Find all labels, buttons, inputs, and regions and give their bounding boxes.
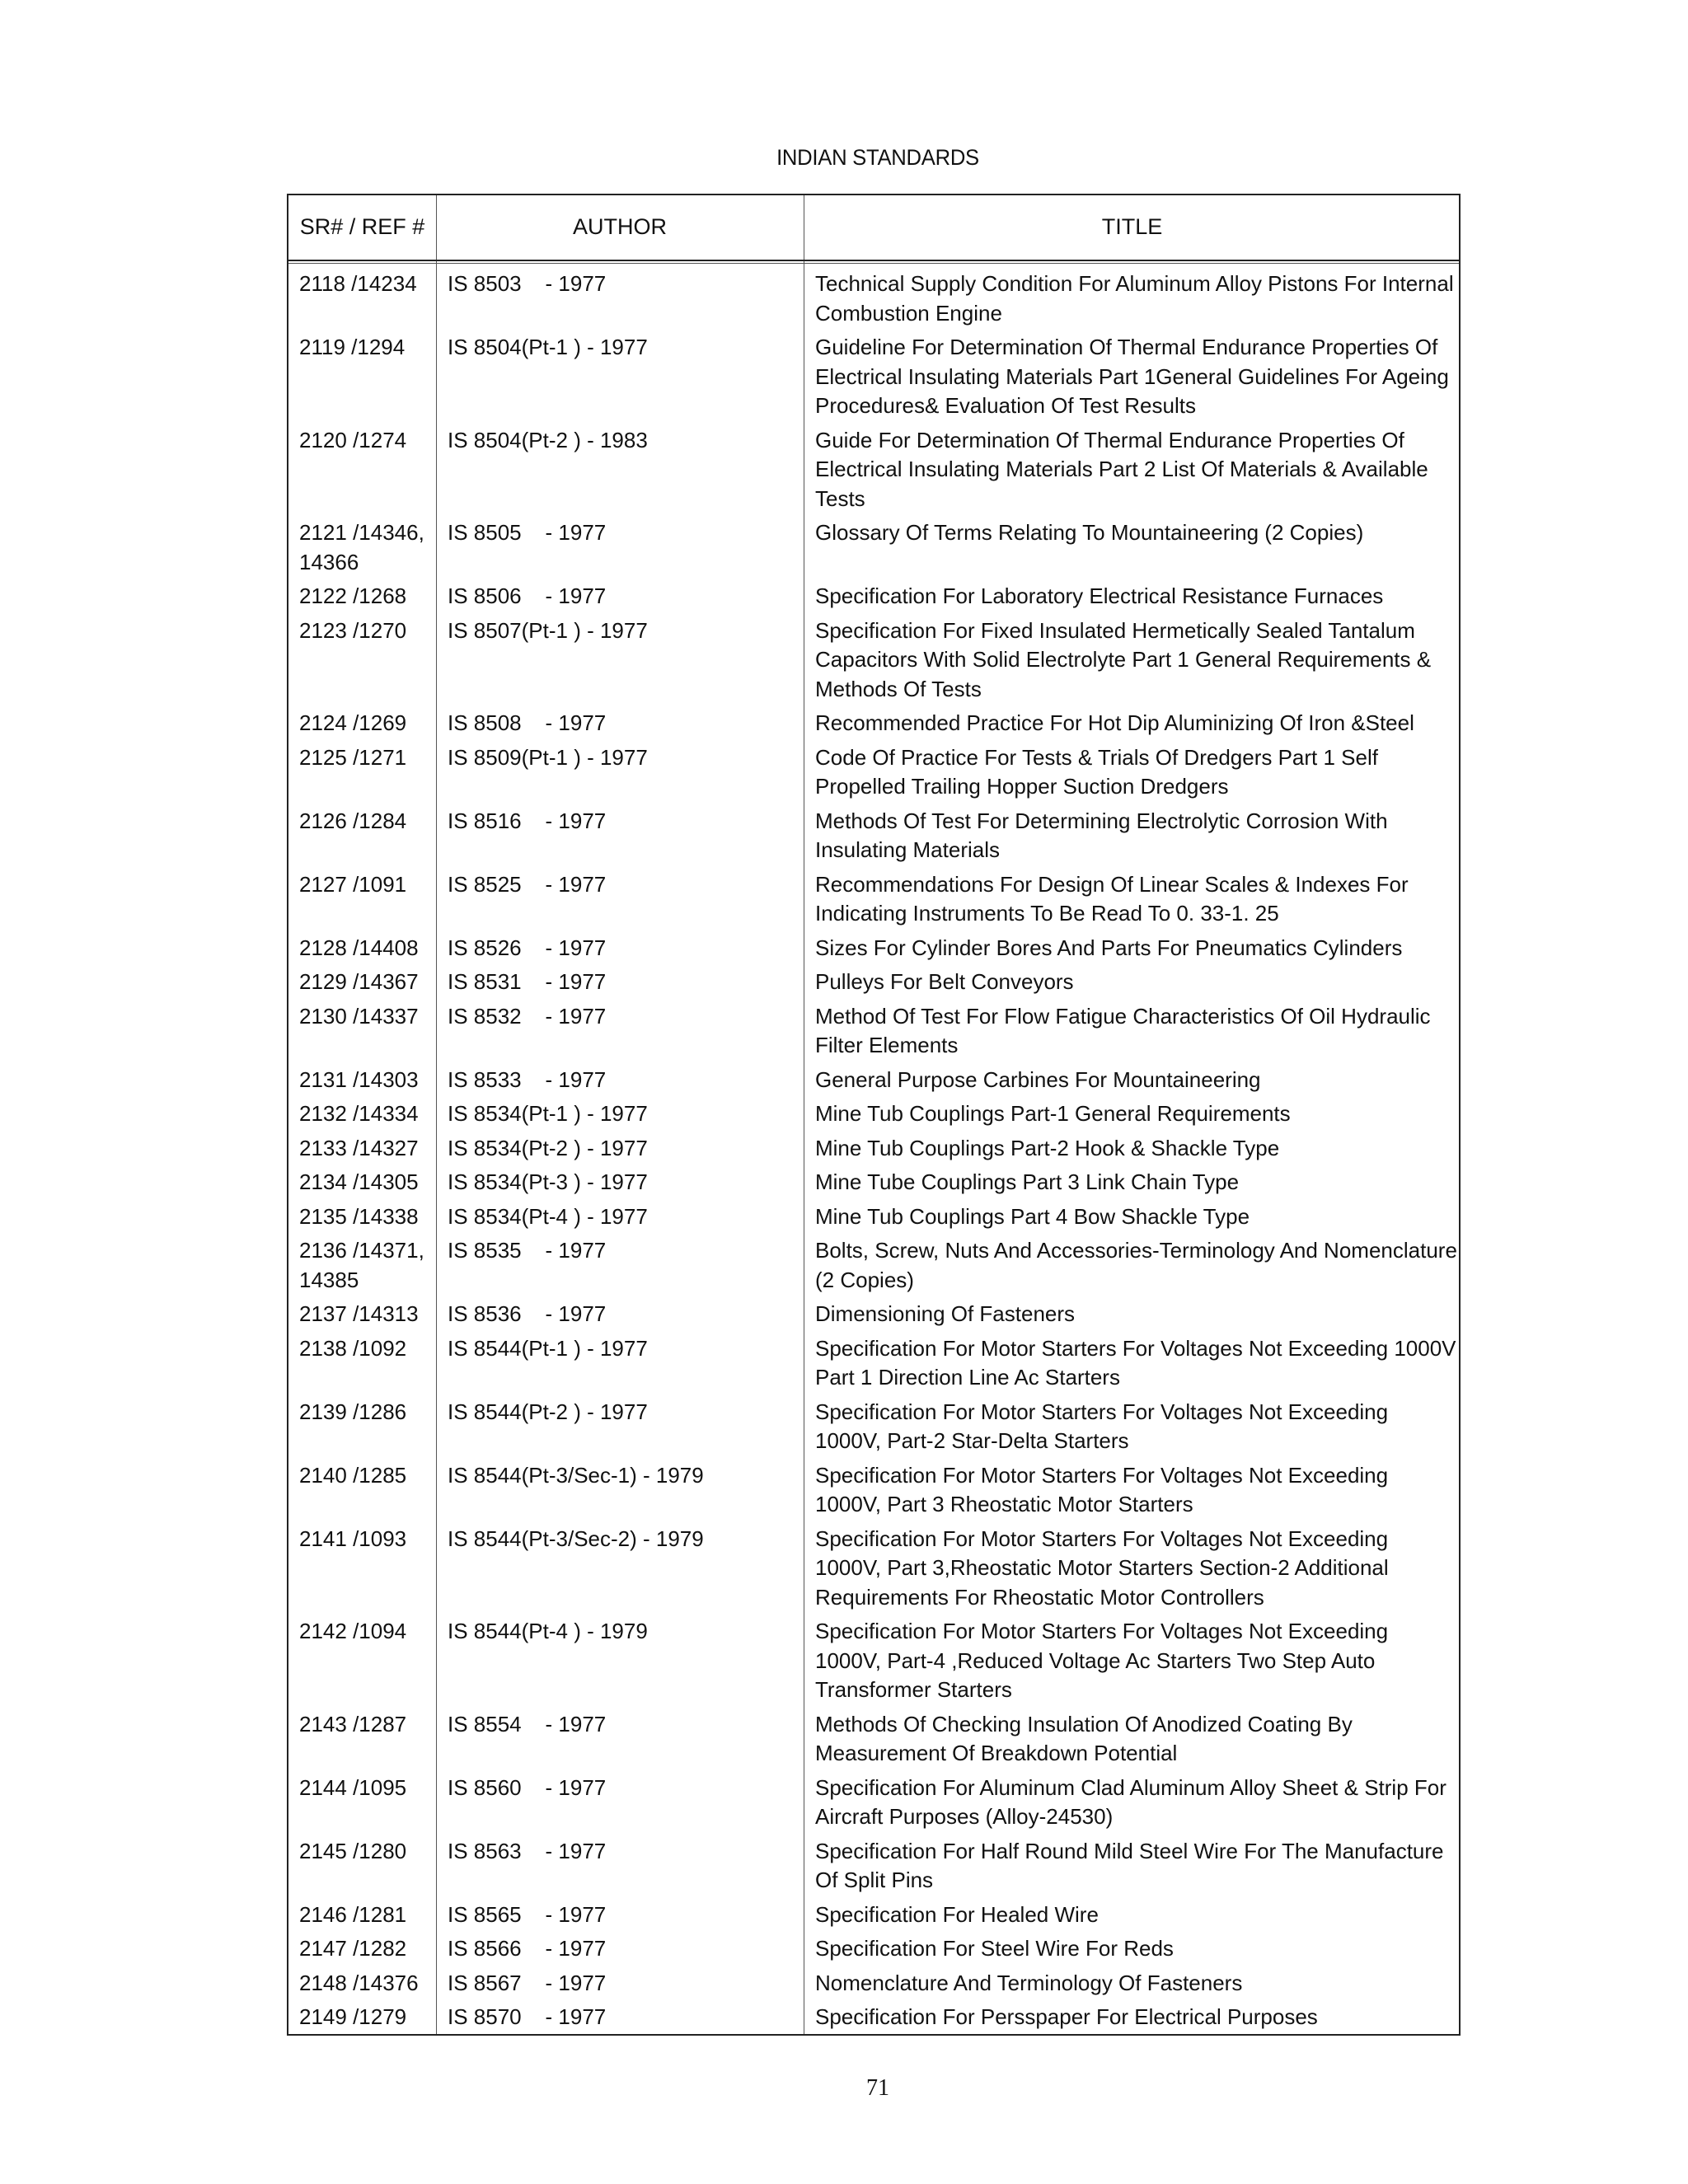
title-cell: Methods Of Test For Determining Electrolytic Corrosion With Insulating Materials <box>815 808 1388 862</box>
author-cell: IS 8544(Pt-1 ) - 1977 <box>448 1335 648 1361</box>
author-cell: IS 8507(Pt-1 ) - 1977 <box>448 617 648 643</box>
table-row <box>288 968 1459 997</box>
title-cell: Methods Of Checking Insulation Of Anodized Coating By Measurement Of Breakdown Potential <box>815 1711 1353 1765</box>
title-cell: Specification For Fixed Insulated Hermetically Sealed Tantalum Capacitors With Solid Electrolyte Part 1 General Requirements & Methods Of Tests <box>815 617 1432 701</box>
author-cell: IS 8531 - 1977 <box>448 969 607 994</box>
author-cell: IS 8560 - 1977 <box>448 1774 607 1800</box>
title-cell: Specification For Motor Starters For Voltages Not Exceeding 1000V, Part 3 Rheostatic Motor Starters <box>815 1462 1389 1516</box>
header-rule <box>288 260 1459 264</box>
ref-cell: 2140 /1285 <box>299 1462 407 1488</box>
author-cell: IS 8563 - 1977 <box>448 1838 607 1863</box>
ref-cell: 2136 /14371, 14385 <box>299 1238 424 1292</box>
page-heading: INDIAN STANDARDS <box>776 145 979 170</box>
table-row <box>288 1398 1459 1456</box>
table-row <box>288 1066 1459 1095</box>
ref-cell: 2148 /14376 <box>299 1970 419 1995</box>
ref-cell: 2143 /1287 <box>299 1711 407 1736</box>
ref-cell: 2128 /14408 <box>299 935 419 960</box>
author-cell: IS 8544(Pt-3/Sec-2) - 1979 <box>448 1526 704 1551</box>
title-cell: Specification For Laboratory Electrical Resistance Furnaces <box>815 583 1384 608</box>
table-row <box>288 1461 1459 1520</box>
title-cell: Glossary Of Terms Relating To Mountaineering (2 Copies) <box>815 520 1364 545</box>
author-cell: IS 8570 - 1977 <box>448 2004 607 2029</box>
author-cell: IS 8534(Pt-3 ) - 1977 <box>448 1169 648 1194</box>
table-row <box>288 1168 1459 1197</box>
table-row <box>288 1300 1459 1329</box>
table-row <box>288 1099 1459 1129</box>
ref-cell: 2120 /1274 <box>299 427 407 452</box>
ref-cell: 2147 /1282 <box>299 1936 407 1961</box>
table-row <box>288 709 1459 738</box>
ref-cell: 2131 /14303 <box>299 1066 419 1092</box>
table-row <box>288 582 1459 612</box>
ref-cell: 2139 /1286 <box>299 1399 407 1424</box>
table-row <box>288 934 1459 963</box>
ref-cell: 2132 /14334 <box>299 1101 419 1126</box>
table-row <box>288 1710 1459 1769</box>
table-row <box>288 1002 1459 1061</box>
table-row <box>288 1774 1459 1832</box>
author-cell: IS 8534(Pt-4 ) - 1977 <box>448 1203 648 1229</box>
title-cell: Bolts, Screw, Nuts And Accessories-Terminology And Nomenclature (2 Copies) <box>815 1238 1457 1292</box>
author-cell: IS 8534(Pt-1 ) - 1977 <box>448 1101 648 1126</box>
title-cell: Sizes For Cylinder Bores And Parts For Pneumatics Cylinders <box>815 935 1403 960</box>
title-cell: Mine Tube Couplings Part 3 Link Chain Type <box>815 1169 1240 1194</box>
ref-cell: 2127 /1091 <box>299 871 407 897</box>
author-cell: IS 8532 - 1977 <box>448 1003 607 1029</box>
page-number: 71 <box>866 2075 889 2101</box>
table-row <box>288 1617 1459 1705</box>
title-cell: Dimensioning Of Fasteners <box>815 1301 1076 1326</box>
author-cell: IS 8544(Pt-4 ) - 1979 <box>448 1619 648 1643</box>
author-cell: IS 8536 - 1977 <box>448 1301 607 1326</box>
ref-cell: 2141 /1093 <box>299 1526 407 1551</box>
table-row <box>288 1334 1459 1393</box>
title-cell: Recommended Practice For Hot Dip Aluminizing Of Iron &Steel <box>815 710 1414 735</box>
table-row <box>288 807 1459 865</box>
title-cell: Specification For Motor Starters For Voltages Not Exceeding 1000V, Part-4 ,Reduced Voltage Ac Starters Two Step Auto Transformer Starters <box>815 1619 1389 1702</box>
author-cell: IS 8504(Pt-1 ) - 1977 <box>448 335 648 359</box>
author-cell: IS 8567 - 1977 <box>448 1970 607 1995</box>
ref-cell: 2135 /14338 <box>299 1203 419 1229</box>
title-cell: Specification For Motor Starters For Voltages Not Exceeding 1000V, Part-2 Star-Delta Starters <box>815 1399 1389 1453</box>
title-cell: Specification For Motor Starters For Voltages Not Exceeding 1000V Part 1 Direction Line Ac Starters <box>815 1335 1456 1390</box>
author-cell: IS 8565 - 1977 <box>448 1901 607 1927</box>
table-row <box>288 2003 1459 2032</box>
table-row <box>288 426 1459 514</box>
title-cell: Mine Tub Couplings Part-2 Hook & Shackle Type <box>815 1135 1280 1160</box>
table-row <box>288 1900 1459 1930</box>
table-row <box>288 1134 1459 1164</box>
title-cell: Specification For Motor Starters For Voltages Not Exceeding 1000V, Part 3,Rheostatic Motor Starters Section-2 Additional Requirements For Rheostatic Motor Controllers <box>815 1526 1389 1610</box>
title-cell: Pulleys For Belt Conveyors <box>815 969 1074 994</box>
ref-cell: 2122 /1268 <box>299 583 407 608</box>
title-cell: Specification For Steel Wire For Reds <box>815 1936 1174 1961</box>
ref-cell: 2130 /14337 <box>299 1003 419 1029</box>
author-cell: IS 8505 - 1977 <box>448 520 607 545</box>
column-header-author: AUTHOR <box>573 214 667 239</box>
ref-cell: 2138 /1092 <box>299 1335 407 1361</box>
table-row <box>288 1525 1459 1613</box>
table-row <box>288 743 1459 802</box>
author-cell: IS 8533 - 1977 <box>448 1066 607 1092</box>
column-header-title: TITLE <box>1101 214 1163 239</box>
ref-cell: 2124 /1269 <box>299 710 407 735</box>
author-cell: IS 8554 - 1977 <box>448 1711 607 1736</box>
table-body <box>288 269 1459 2037</box>
ref-cell: 2119 /1294 <box>299 335 406 359</box>
ref-cell: 2145 /1280 <box>299 1838 407 1863</box>
table-row <box>288 269 1459 328</box>
author-cell: IS 8504(Pt-2 ) - 1983 <box>448 427 648 452</box>
ref-cell: 2134 /14305 <box>299 1169 419 1194</box>
title-cell: Code Of Practice For Tests & Trials Of Dredgers Part 1 Self Propelled Trailing Hopper Suction Dredgers <box>815 744 1378 799</box>
table-row <box>288 870 1459 929</box>
title-cell: Mine Tub Couplings Part 4 Bow Shackle Type <box>815 1203 1250 1229</box>
author-cell: IS 8566 - 1977 <box>448 1936 607 1961</box>
title-cell: Guideline For Determination Of Thermal Endurance Properties Of Electrical Insulating Materials Part 1General Guidelines For Ageing Procedures& Evaluation Of Test Results <box>815 335 1449 418</box>
author-cell: IS 8516 - 1977 <box>448 808 607 833</box>
table-row <box>288 1236 1459 1295</box>
ref-cell: 2144 /1095 <box>299 1774 407 1800</box>
author-cell: IS 8544(Pt-3/Sec-1) - 1979 <box>448 1462 704 1488</box>
author-cell: IS 8509(Pt-1 ) - 1977 <box>448 744 648 770</box>
title-cell: Mine Tub Couplings Part-1 General Requirements <box>815 1101 1291 1126</box>
author-cell: IS 8503 - 1977 <box>448 271 607 296</box>
ref-cell: 2123 /1270 <box>299 617 407 643</box>
ref-cell: 2118 /14234 <box>299 271 417 296</box>
table-row <box>288 616 1459 705</box>
title-cell: Method Of Test For Flow Fatigue Characteristics Of Oil Hydraulic Filter Elements <box>815 1003 1431 1057</box>
column-header-ref: SR# / REF # <box>299 214 425 239</box>
ref-cell: 2121 /14346, 14366 <box>299 520 424 574</box>
title-cell: Guide For Determination Of Thermal Endurance Properties Of Electrical Insulating Materials Part 2 List Of Materials & Available Tests <box>815 427 1428 511</box>
author-cell: IS 8544(Pt-2 ) - 1977 <box>448 1399 648 1424</box>
ref-cell: 2125 /1271 <box>299 744 407 770</box>
ref-cell: 2149 /1279 <box>299 2004 407 2029</box>
author-cell: IS 8535 - 1977 <box>448 1238 607 1263</box>
title-cell: Technical Supply Condition For Aluminum Alloy Pistons For Internal Combustion Engine <box>815 271 1454 326</box>
table-row <box>288 1934 1459 1964</box>
title-cell: Specification For Healed Wire <box>815 1901 1099 1927</box>
ref-cell: 2142 /1094 <box>299 1619 407 1643</box>
ref-cell: 2133 /14327 <box>299 1135 419 1160</box>
author-cell: IS 8534(Pt-2 ) - 1977 <box>448 1135 648 1160</box>
author-cell: IS 8525 - 1977 <box>448 871 607 897</box>
ref-cell: 2129 /14367 <box>299 969 419 994</box>
ref-cell: 2126 /1284 <box>299 808 407 833</box>
table-row <box>288 518 1459 577</box>
title-cell: Specification For Half Round Mild Steel Wire For The Manufacture Of Split Pins <box>815 1838 1444 1892</box>
author-cell: IS 8506 - 1977 <box>448 583 607 608</box>
table-row <box>288 333 1459 421</box>
author-cell: IS 8508 - 1977 <box>448 710 607 735</box>
title-cell: Recommendations For Design Of Linear Scales & Indexes For Indicating Instruments To Be Read To 0. 33-1. 25 <box>815 871 1409 926</box>
ref-cell: 2146 /1281 <box>299 1901 407 1927</box>
ref-cell: 2137 /14313 <box>299 1301 419 1326</box>
title-cell: Specification For Persspaper For Electrical Purposes <box>815 2004 1318 2029</box>
standards-table <box>287 194 1461 2036</box>
table-row <box>288 1969 1459 1999</box>
title-cell: General Purpose Carbines For Mountaineering <box>815 1066 1261 1092</box>
table-row <box>288 1837 1459 1896</box>
title-cell: Nomenclature And Terminology Of Fasteners <box>815 1970 1243 1995</box>
table-row <box>288 1202 1459 1232</box>
author-cell: IS 8526 - 1977 <box>448 935 607 960</box>
title-cell: Specification For Aluminum Clad Aluminum Alloy Sheet & Strip For Aircraft Purposes (Alloy-24530) <box>815 1774 1447 1829</box>
